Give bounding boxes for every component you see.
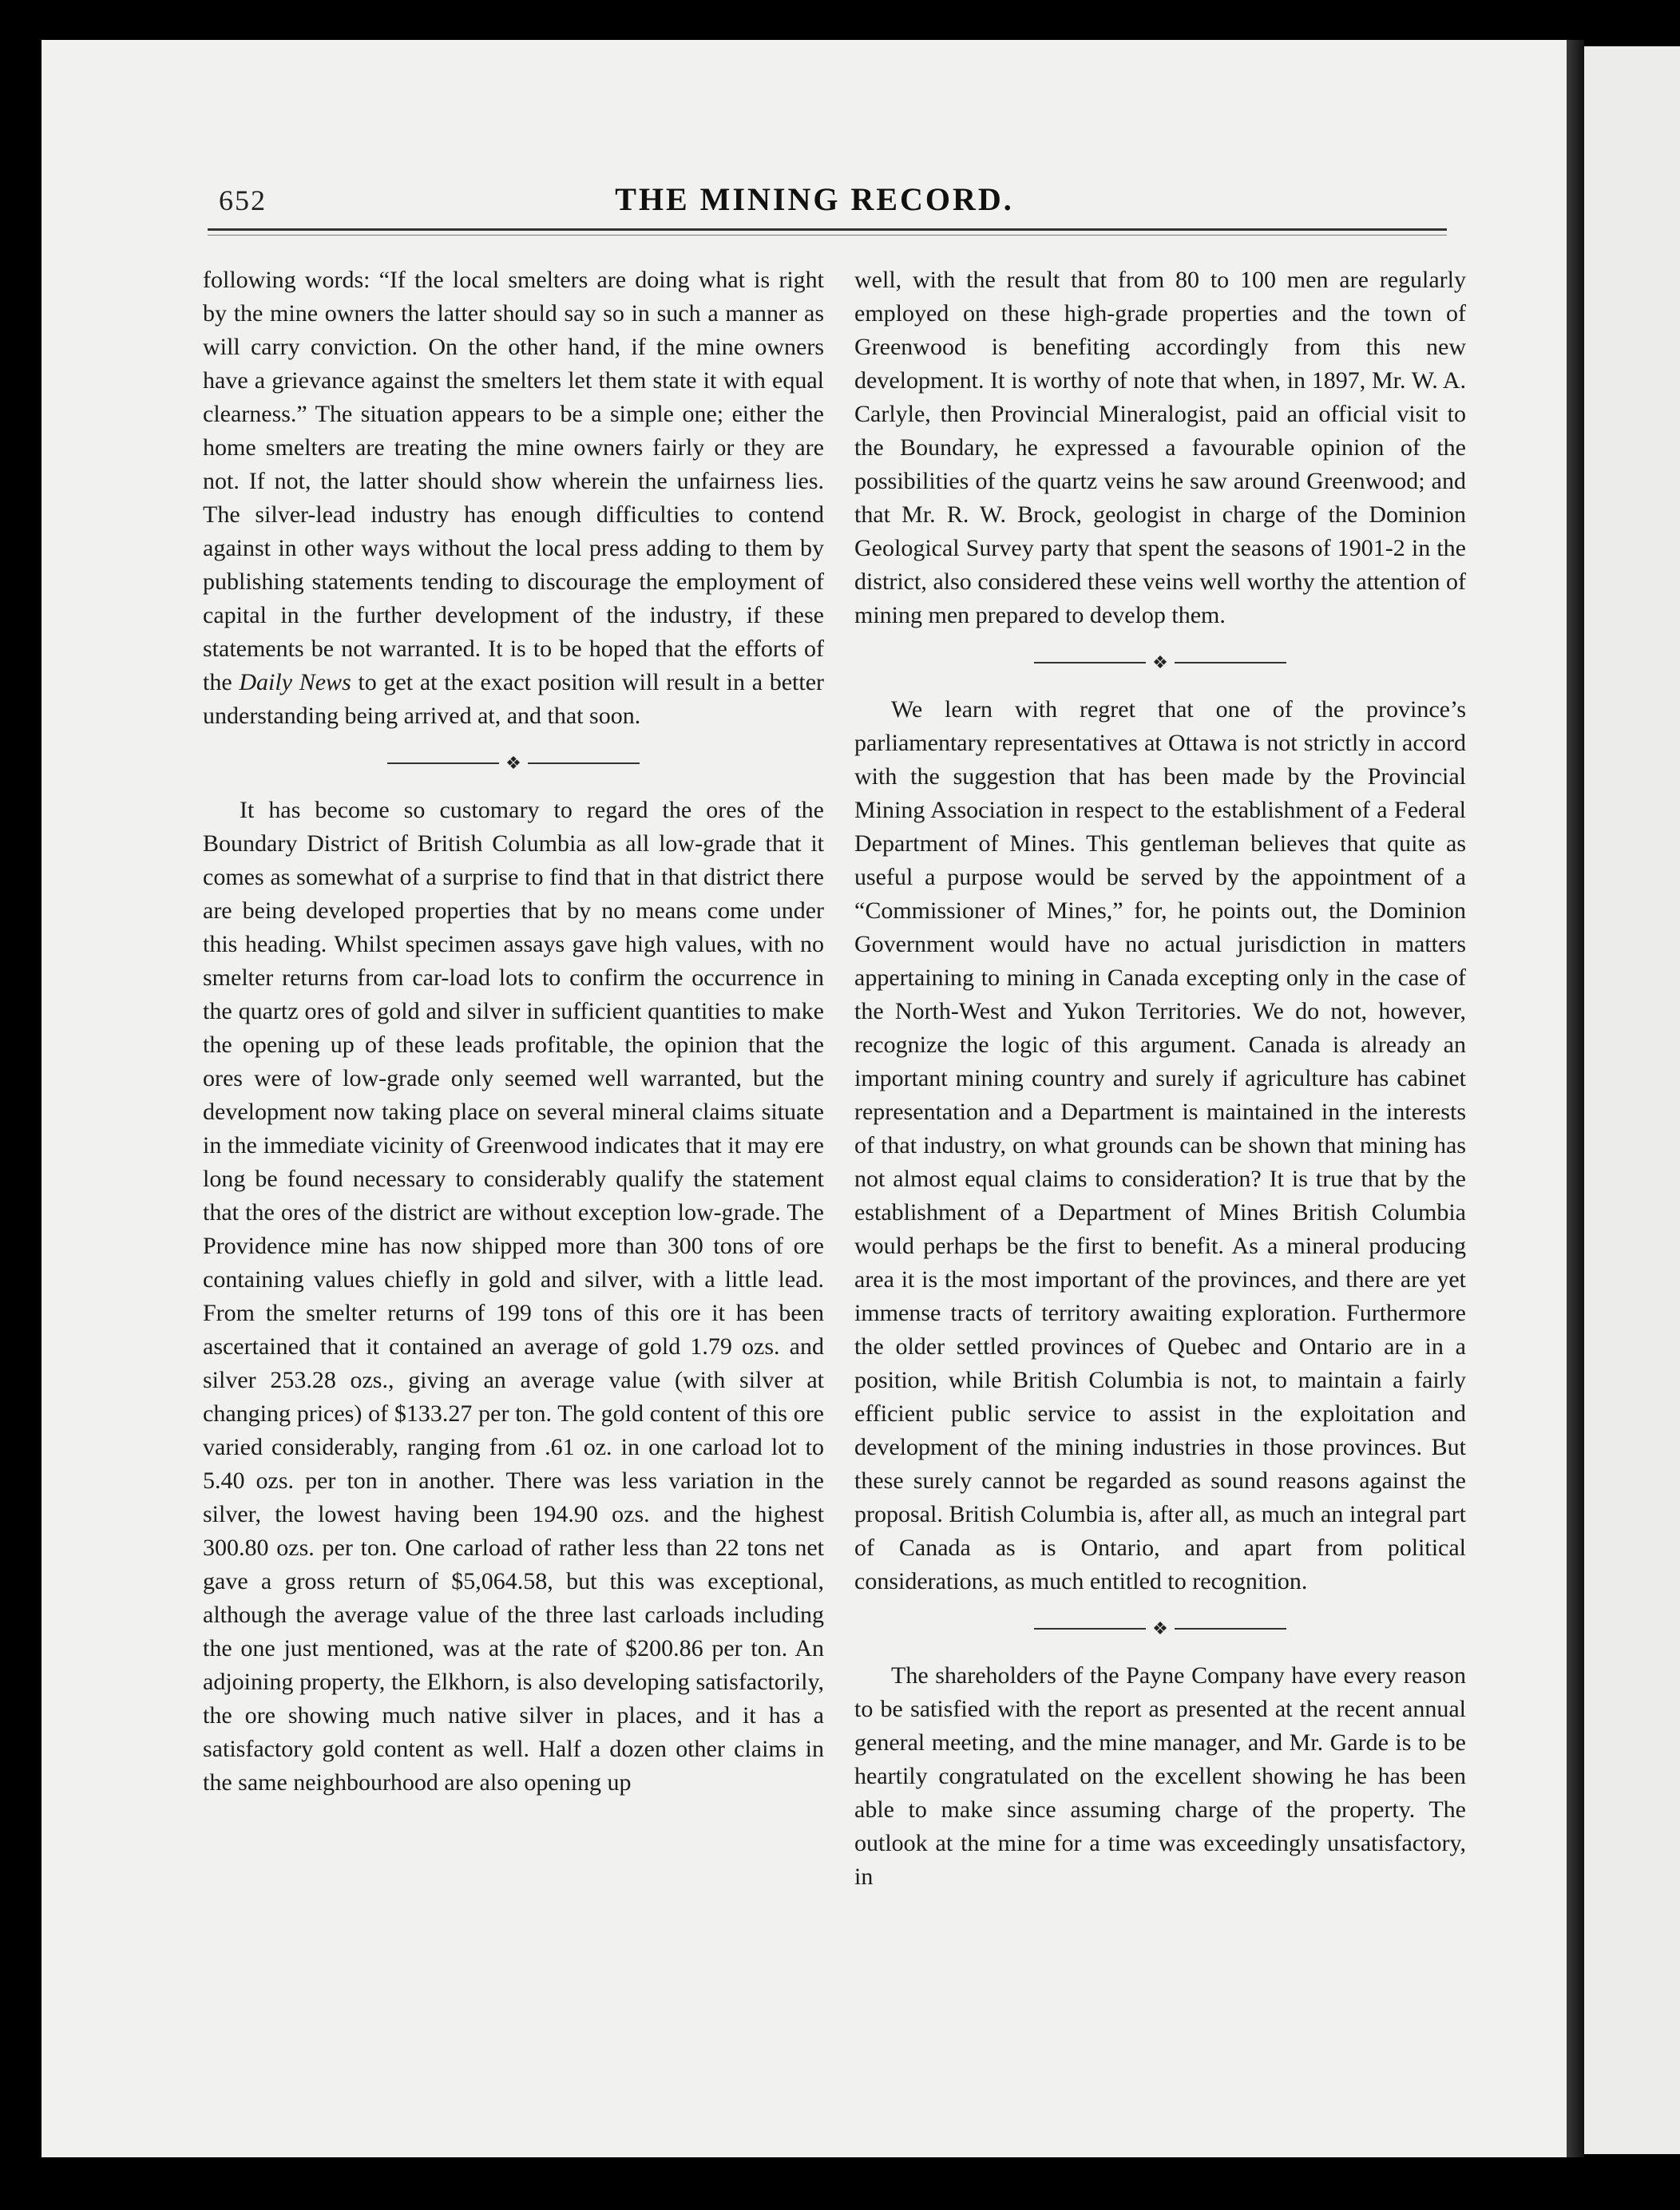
running-head bbox=[176, 180, 1453, 228]
book-spine bbox=[1567, 40, 1584, 2157]
left-column bbox=[203, 263, 824, 1800]
right-column bbox=[854, 263, 1466, 1894]
divider-ornament-icon: ❖ bbox=[1152, 652, 1168, 672]
divider-ornament-icon: ❖ bbox=[1152, 1618, 1168, 1638]
header-rule bbox=[208, 228, 1447, 231]
journal-title: THE MINING RECORD. bbox=[615, 181, 1014, 217]
header-rule-thin bbox=[208, 235, 1447, 236]
next-page-edge bbox=[1584, 46, 1680, 2154]
page-number: 652 bbox=[219, 184, 267, 216]
divider-ornament-icon: ❖ bbox=[505, 753, 521, 773]
newspaper-title: Daily News bbox=[239, 669, 351, 695]
section-divider bbox=[203, 733, 824, 794]
section-divider bbox=[854, 1598, 1466, 1659]
paragraph-greenwood: well, with the result that from 80 to 100 men are regularly employed on these high-grade properties and the town of Greenwood is benefiting accordingly from this new development. It is worthy of note that when, in 1897, Mr. W. A. Carlyle, then Provincial Mineralogist, paid an official visit to the Boundary, he expressed a favourable opinion of the possibilities of the quartz veins he saw around Greenwood; and that Mr. R. W. Brock, geologist in charge of the Dominion Geological Survey party that spent the seasons of 1901-2 in the district, also considered these veins well worthy the attention of mining men prepared to develop them. bbox=[854, 267, 1466, 628]
section-divider bbox=[854, 632, 1466, 693]
paragraph-department-of-mines: We learn with regret that one of the province’s parliamentary representatives at Ottawa is not strictly in accord with the suggestion that has been made by the Provincial Mining Association in respect to the establishment of a Federal Department of Mines. This gentleman believes that quite as useful a purpose would be served by the appointment of a “Commissioner of Mines,” for, he points out, the Dominion Government would have no actual jurisdiction in matters appertaining to mining in Canada excepting only in the case of the North-West and Yukon Territories. We do not, however, recognize the logic of this argument. Canada is already an important mining country and surely if agriculture has cabinet representation and a Department is maintained in the interests of that industry, on what grounds can be shown that mining has not almost equal claims to consideration? It is true that by the establishment of a Department of Mines British Columbia would perhaps be the first to benefit. As a mineral producing area it is the most important of the provinces, and there are yet immense tracts of territory awaiting exploration. Furthermore the older settled provinces of Quebec and Ontario are in a position, while British Columbia is not, to maintain a fairly efficient public service to assist in the exploitation and development of the mining industries in those provinces. But these surely cannot be regarded as sound reasons against the proposal. British Columbia is, after all, as much an integral part of Canada as is Ontario, and apart from political considerations, as much entitled to recognition. bbox=[854, 696, 1466, 1594]
paragraph-boundary-district: It has become so customary to regard the ores of the Boundary District of British Columbia as all low-grade that it comes as somewhat of a surprise to find that in that district there are being developed properties that by no means come under this heading. Whilst specimen assays gave high values, with no smelter returns from car-load lots to confirm the occurrence in the quartz ores of gold and silver in sufficient quantities to make the opening up of these leads profitable, the opinion that the ores were of low-grade only seemed well warranted, but the development now taking place on several mineral claims situate in the immediate vicinity of Greenwood indicates that it may ere long be found necessary to considerably qualify the statement that the ores of the district are without exception low-grade. The Providence mine has now shipped more than 300 tons of ore containing values chiefly in gold and silver, with a little lead. From the smelter returns of 199 tons of this ore it has been ascertained that it contained an average of gold 1.79 ozs. and silver 253.28 ozs., giving an average value (with silver at changing prices) of $133.27 per ton. The gold content of this ore varied considerably, ranging from .61 oz. in one carload lot to 5.40 ozs. per ton in another. There was less variation in the silver, the lowest having been 194.90 ozs. and the highest 300.80 ozs. per ton. One carload of rather less than 22 tons net gave a gross return of $5,064.58, but this was exceptional, although the average value of the three last carloads including the one just mentioned, was at the rate of $200.86 per ton. An adjoining property, the Elkhorn, is also developing satisfactorily, the ore showing much native silver in places, and it has a satisfactory gold content as well. Half a dozen other claims in the same neighbourhood are also opening up bbox=[203, 797, 824, 1796]
paragraph-smelters: following words: “If the local smelters are doing what is right by the mine owners the latter should say so in such a manner as will carry conviction. On the other hand, if the mine owners have a grievance against the smelters let them state it with equal clearness.” The situation appears to be a simple one; either the home smelters are treating the mine owners fairly or they are not. If not, the latter should show wherein the unfairness lies. The silver-lead industry has enough difficulties to contend against in other ways without the local press adding to them by publishing statements tending to discourage the employment of capital in the further development of the industry, if these statements be not warranted. It is to be hoped that the efforts of the Daily News to get at the exact position will result in a better understanding being arrived at, and that soon. bbox=[203, 267, 825, 729]
paragraph-payne-company: The shareholders of the Payne Company have every reason to be satisfied with the report as presented at the recent annual general meeting, and the mine manager, and Mr. Garde is to be heartily congratulated on the excellent showing he has been able to make since assuming charge of the property. The outlook at the mine for a time was exceedingly unsatisfactory, in bbox=[854, 1662, 1466, 1890]
